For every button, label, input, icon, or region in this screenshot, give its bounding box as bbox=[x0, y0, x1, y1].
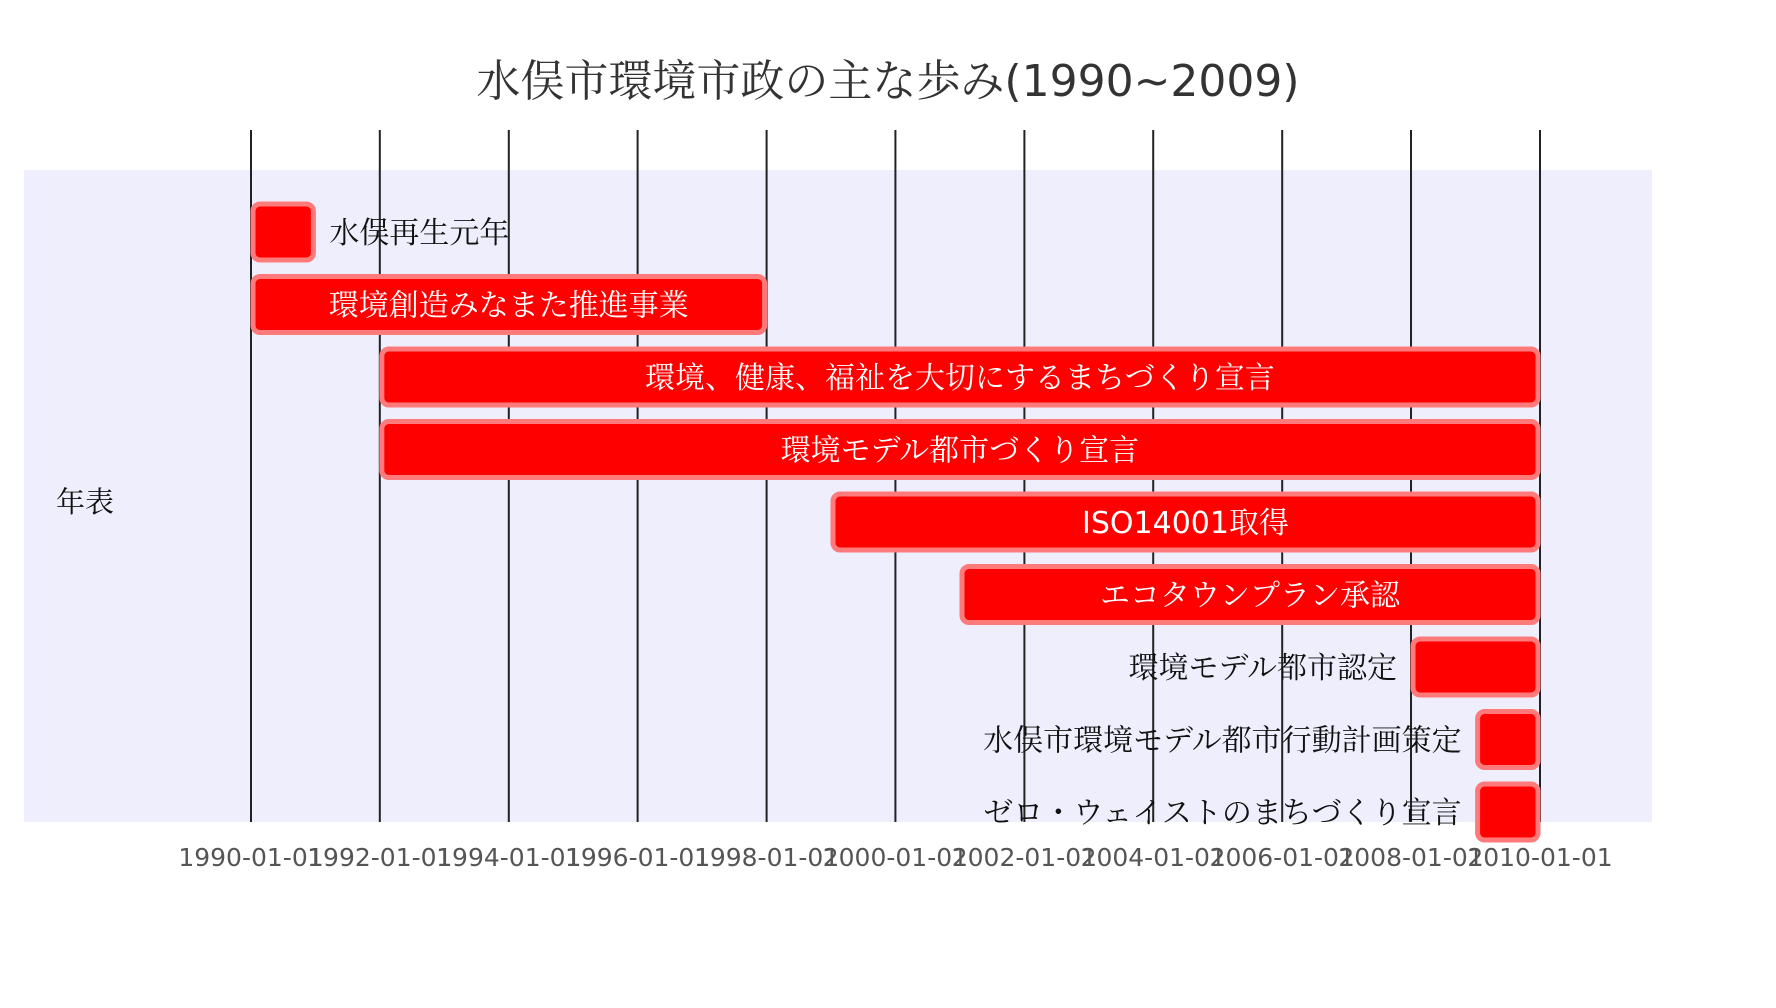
tick-label: 1992-01-01 bbox=[307, 843, 453, 872]
x-axis-ticks bbox=[178, 843, 1612, 872]
task-bar bbox=[253, 204, 313, 260]
task-label: エコタウンプラン承認 bbox=[1099, 578, 1400, 614]
task-label: 水俣再生元年 bbox=[329, 215, 510, 251]
tick-label: 2008-01-01 bbox=[1338, 843, 1484, 872]
section-label: 年表 bbox=[56, 485, 115, 519]
task-bar bbox=[1478, 784, 1538, 840]
tick-label: 2002-01-01 bbox=[951, 843, 1098, 872]
task-label: 環境、健康、福祉を大切にするまちづくり宣言 bbox=[645, 360, 1275, 396]
tick-label: 2006-01-01 bbox=[1209, 843, 1355, 872]
chart-title: 水俣市環境市政の主な歩み(1990~2009) bbox=[476, 56, 1300, 107]
tick-label: 1994-01-01 bbox=[436, 843, 582, 872]
tick-label: 1998-01-01 bbox=[693, 843, 840, 872]
task-bar bbox=[1478, 712, 1538, 768]
tick-label: 2000-01-01 bbox=[822, 843, 969, 872]
task-label: 環境モデル都市認定 bbox=[1128, 650, 1398, 686]
tick-label: 2010-01-01 bbox=[1467, 843, 1613, 872]
task-label: 水俣市環境モデル都市行動計画策定 bbox=[983, 723, 1462, 759]
task-bar bbox=[1413, 639, 1538, 695]
task-label: 環境モデル都市づくり宣言 bbox=[780, 433, 1140, 469]
tick-label: 1996-01-01 bbox=[564, 843, 711, 872]
task-label: ゼロ・ウェイストのまちづくり宣言 bbox=[983, 795, 1462, 831]
tick-label: 2004-01-01 bbox=[1080, 843, 1226, 872]
task-label: ISO14001取得 bbox=[1082, 505, 1289, 541]
task-label: 環境創造みなまた推進事業 bbox=[328, 288, 689, 324]
tick-label: 1990-01-01 bbox=[178, 843, 324, 872]
